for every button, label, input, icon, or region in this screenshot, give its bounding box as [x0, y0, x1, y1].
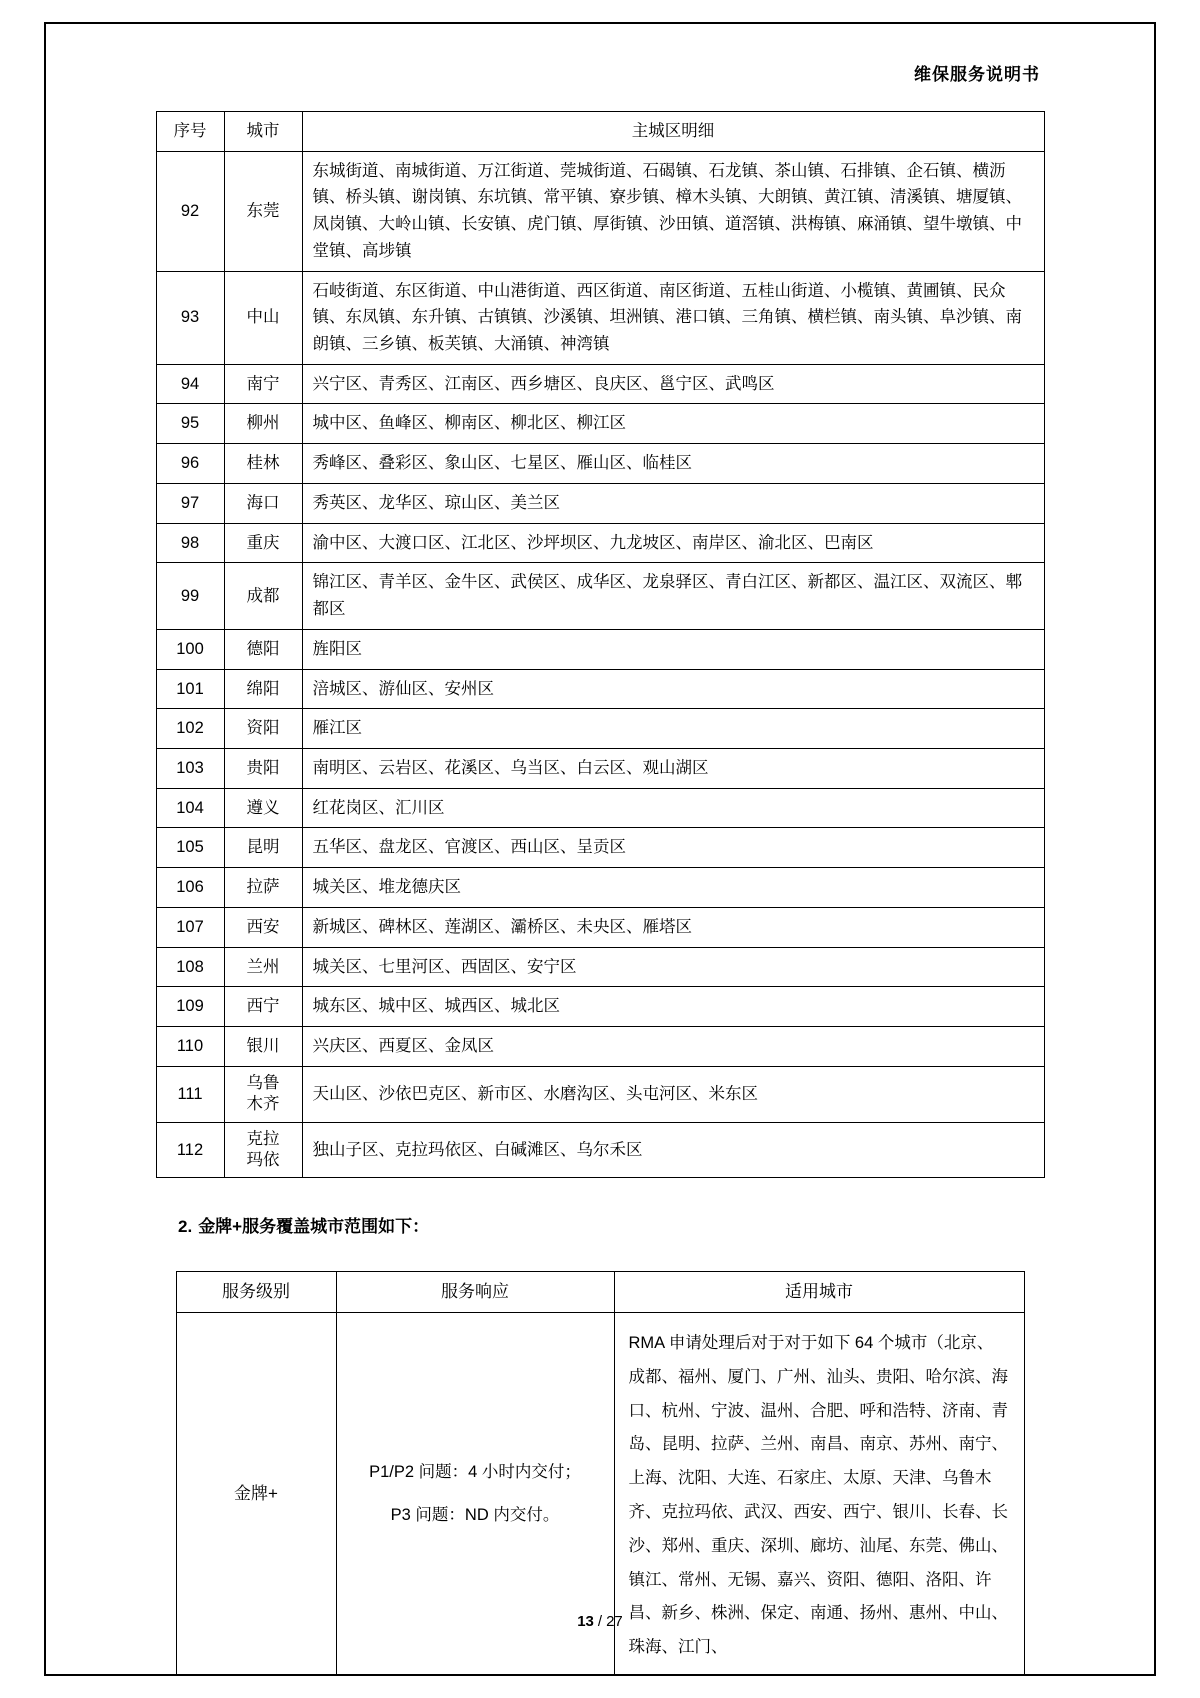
column-header-service-response: 服务响应 — [336, 1272, 614, 1313]
cell-detail: 新城区、碑林区、莲湖区、灞桥区、未央区、雁塔区 — [302, 907, 1044, 947]
document-header-title: 维保服务说明书 — [914, 65, 1040, 84]
table-row — [156, 709, 1044, 749]
cell-city: 成都 — [224, 563, 302, 629]
table-row — [156, 151, 1044, 271]
table-row — [156, 748, 1044, 788]
cell-index: 92 — [156, 151, 224, 271]
cell-detail: 秀英区、龙华区、琼山区、美兰区 — [302, 483, 1044, 523]
page-content — [90, 60, 1110, 1676]
cell-index: 112 — [156, 1122, 224, 1178]
cell-city: 东莞 — [224, 151, 302, 271]
cell-city: 银川 — [224, 1026, 302, 1066]
cell-detail: 独山子区、克拉玛依区、白碱滩区、乌尔禾区 — [302, 1122, 1044, 1178]
table-row — [156, 1122, 1044, 1178]
cell-city: 资阳 — [224, 709, 302, 749]
table-row — [156, 364, 1044, 404]
cell-detail: 锦江区、青羊区、金牛区、武侯区、成华区、龙泉驿区、青白江区、新都区、温江区、双流区、郫都区 — [302, 563, 1044, 629]
cell-city: 柳州 — [224, 404, 302, 444]
cell-city: 中山 — [224, 271, 302, 364]
cell-index: 95 — [156, 404, 224, 444]
cell-service-level: 金牌+ — [176, 1312, 336, 1675]
cell-city: 乌鲁 木齐 — [224, 1066, 302, 1122]
table-row — [156, 444, 1044, 484]
cell-detail: 石岐街道、东区街道、中山港街道、西区街道、南区街道、五桂山街道、小榄镇、黄圃镇、民众镇、东凤镇、东升镇、古镇镇、沙溪镇、坦洲镇、港口镇、三角镇、横栏镇、南头镇、阜沙镇、南朗镇、三乡镇、板芙镇、大涌镇、神湾镇 — [302, 271, 1044, 364]
cell-index: 107 — [156, 907, 224, 947]
cell-city: 遵义 — [224, 788, 302, 828]
cell-city: 西安 — [224, 907, 302, 947]
table-row — [156, 828, 1044, 868]
cell-detail: 秀峰区、叠彩区、象山区、七星区、雁山区、临桂区 — [302, 444, 1044, 484]
cell-index: 98 — [156, 523, 224, 563]
cell-city: 兰州 — [224, 947, 302, 987]
cell-city: 海口 — [224, 483, 302, 523]
city-district-table — [156, 111, 1045, 1178]
cell-detail: 南明区、云岩区、花溪区、乌当区、白云区、观山湖区 — [302, 748, 1044, 788]
cell-index: 106 — [156, 868, 224, 908]
cell-index: 104 — [156, 788, 224, 828]
cell-city: 拉萨 — [224, 868, 302, 908]
cell-city: 桂林 — [224, 444, 302, 484]
cell-index: 102 — [156, 709, 224, 749]
footer-page-number: 13 — [577, 1613, 594, 1630]
cell-detail: 兴庆区、西夏区、金凤区 — [302, 1026, 1044, 1066]
cell-index: 101 — [156, 669, 224, 709]
cell-index: 94 — [156, 364, 224, 404]
cell-detail: 雁江区 — [302, 709, 1044, 749]
cell-index: 103 — [156, 748, 224, 788]
cell-detail: 旌阳区 — [302, 629, 1044, 669]
section-title-text: 金牌+服务覆盖城市范围如下： — [198, 1217, 430, 1237]
table-row — [156, 947, 1044, 987]
response-line-2: P3 问题：ND 内交付。 — [390, 1506, 560, 1525]
cell-detail: 兴宁区、青秀区、江南区、西乡塘区、良庆区、邕宁区、武鸣区 — [302, 364, 1044, 404]
table-row — [156, 907, 1044, 947]
cell-detail: 城东区、城中区、城西区、城北区 — [302, 987, 1044, 1027]
table-row — [156, 563, 1044, 629]
table-row — [156, 629, 1044, 669]
footer-total-pages: 27 — [606, 1613, 623, 1630]
table-header-row — [176, 1272, 1024, 1313]
table-row — [156, 868, 1044, 908]
cell-index: 105 — [156, 828, 224, 868]
cell-city: 德阳 — [224, 629, 302, 669]
cell-city: 贵阳 — [224, 748, 302, 788]
table-row — [156, 483, 1044, 523]
table-row — [156, 523, 1044, 563]
table-row — [156, 669, 1044, 709]
cell-index: 108 — [156, 947, 224, 987]
cell-index: 99 — [156, 563, 224, 629]
cell-detail: 渝中区、大渡口区、江北区、沙坪坝区、九龙坡区、南岸区、渝北区、巴南区 — [302, 523, 1044, 563]
page-footer — [0, 1613, 1200, 1630]
cell-detail: 城关区、七里河区、西固区、安宁区 — [302, 947, 1044, 987]
cell-index: 100 — [156, 629, 224, 669]
column-header-service-level: 服务级别 — [176, 1272, 336, 1313]
cell-city: 重庆 — [224, 523, 302, 563]
cell-index: 109 — [156, 987, 224, 1027]
column-header-city: 城市 — [224, 112, 302, 152]
cell-index: 93 — [156, 271, 224, 364]
table-row — [156, 404, 1044, 444]
table-row — [156, 987, 1044, 1027]
cell-index: 111 — [156, 1066, 224, 1122]
cell-index: 97 — [156, 483, 224, 523]
table-row — [156, 271, 1044, 364]
column-header-index: 序号 — [156, 112, 224, 152]
cell-city: 西宁 — [224, 987, 302, 1027]
response-line-1: P1/P2 问题：4 小时内交付； — [369, 1463, 581, 1482]
cell-applicable-cities: RMA 申请处理后对于对于如下 64 个城市（北京、成都、福州、厦门、广州、汕头、贵阳、哈尔滨、海口、杭州、宁波、温州、合肥、呼和浩特、济南、青岛、昆明、拉萨、兰州、南昌、南京、苏州、南宁、上海、沈阳、大连、石家庄、太原、天津、乌鲁木齐、克拉玛依、武汉、西安、西宁、银川、长春、长沙、郑州、重庆、深圳、廊坊、汕尾、东莞、佛山、镇江、常州、无锡、嘉兴、资阳、德阳、洛阳、许昌、新乡、株洲、保定、南通、扬州、惠州、中山、珠海、江门、 — [614, 1312, 1024, 1675]
column-header-detail: 主城区明细 — [302, 112, 1044, 152]
table-header-row — [156, 112, 1044, 152]
cell-city: 昆明 — [224, 828, 302, 868]
table-row — [156, 1026, 1044, 1066]
cell-detail: 天山区、沙依巴克区、新市区、水磨沟区、头屯河区、米东区 — [302, 1066, 1044, 1122]
footer-separator: / — [597, 1613, 603, 1630]
cell-detail: 城关区、堆龙德庆区 — [302, 868, 1044, 908]
section-heading — [178, 1212, 1110, 1237]
cell-index: 96 — [156, 444, 224, 484]
cell-detail: 五华区、盘龙区、官渡区、西山区、呈贡区 — [302, 828, 1044, 868]
column-header-applicable-cities: 适用城市 — [614, 1272, 1024, 1313]
cell-city: 绵阳 — [224, 669, 302, 709]
cell-city: 南宁 — [224, 364, 302, 404]
cell-detail: 城中区、鱼峰区、柳南区、柳北区、柳江区 — [302, 404, 1044, 444]
cell-index: 110 — [156, 1026, 224, 1066]
table-row — [156, 788, 1044, 828]
table-row — [156, 1066, 1044, 1122]
cell-city: 克拉 玛依 — [224, 1122, 302, 1178]
cell-detail: 东城街道、南城街道、万江街道、莞城街道、石碣镇、石龙镇、茶山镇、石排镇、企石镇、横沥镇、桥头镇、谢岗镇、东坑镇、常平镇、寮步镇、樟木头镇、大朗镇、黄江镇、清溪镇、塘厦镇、凤岗镇、大岭山镇、长安镇、虎门镇、厚街镇、沙田镇、道滘镇、洪梅镇、麻涌镇、望牛墩镇、中堂镇、高埗镇 — [302, 151, 1044, 271]
cell-detail: 红花岗区、汇川区 — [302, 788, 1044, 828]
section-number: 2. — [178, 1217, 193, 1237]
cell-detail: 涪城区、游仙区、安州区 — [302, 669, 1044, 709]
